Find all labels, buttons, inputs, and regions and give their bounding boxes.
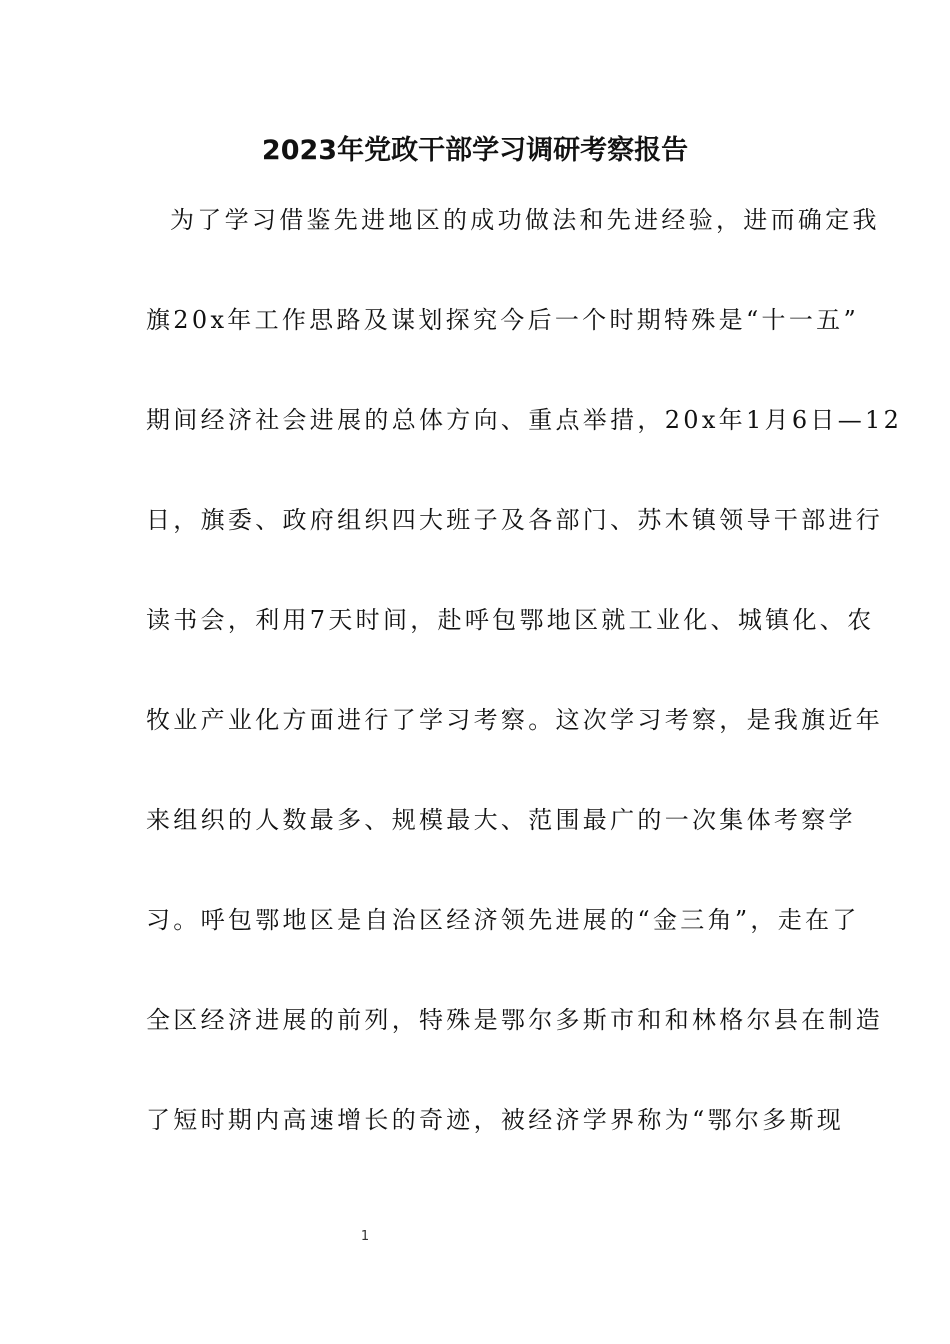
paragraph-line: 来组织的人数最多、规模最大、范围最广的一次集体考察学	[146, 806, 856, 834]
paragraph-line: 期间经济社会进展的总体方向、重点举措，20x年1月6日—12	[146, 406, 903, 434]
paragraph-line: 旗20x年工作思路及谋划探究今后一个时期特殊是“十一五”	[146, 306, 860, 334]
paragraph-line: 牧业产业化方面进行了学习考察。这次学习考察，是我旗近年	[146, 706, 884, 734]
paragraph-line: 日，旗委、政府组织四大班子及各部门、苏木镇领导干部进行	[146, 506, 884, 534]
paragraph-line: 习。呼包鄂地区是自治区经济领先进展的“金三角”，走在了	[146, 906, 860, 934]
paragraph-line: 全区经济进展的前列，特殊是鄂尔多斯市和和林格尔县在制造	[146, 1006, 884, 1034]
page-number: 1	[360, 1229, 370, 1244]
paragraph-line: 读书会，利用7天时间，赴呼包鄂地区就工业化、城镇化、农	[146, 606, 875, 634]
document-title: 2023年党政干部学习调研考察报告	[261, 135, 689, 166]
paragraph-line: 为了学习借鉴先进地区的成功做法和先进经验，进而确定我	[170, 206, 880, 234]
paragraph-line: 了短时期内高速增长的奇迹，被经济学界称为“鄂尔多斯现	[146, 1106, 845, 1134]
